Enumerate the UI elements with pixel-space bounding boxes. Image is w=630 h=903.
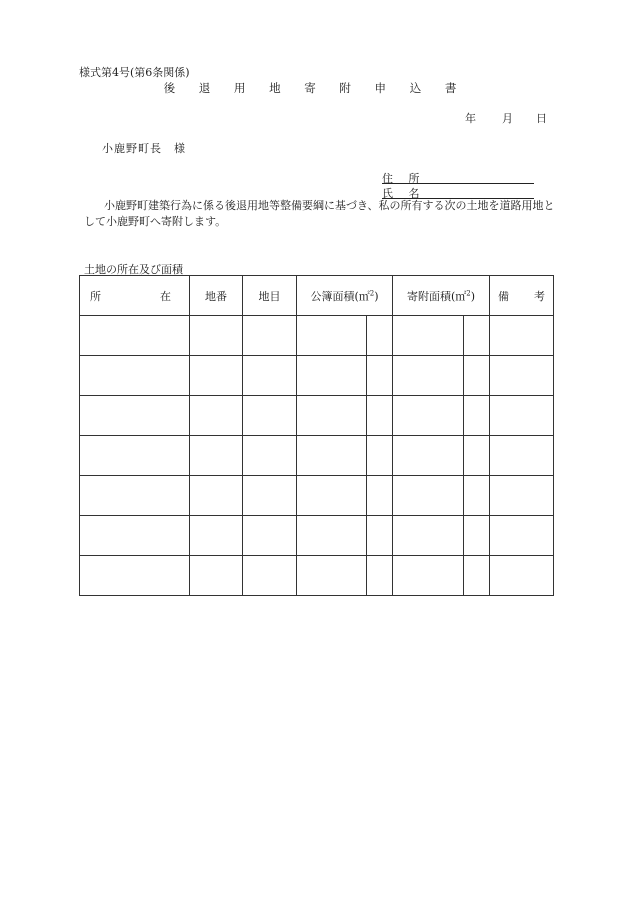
donated-area-cell[interactable] xyxy=(393,356,464,396)
registered-area-cell[interactable] xyxy=(297,396,367,436)
registered-area-decimal-cell[interactable] xyxy=(367,436,393,476)
donated-area-decimal-cell[interactable] xyxy=(464,396,490,436)
location-cell[interactable] xyxy=(80,356,190,396)
header-remarks: 備 考 xyxy=(490,276,554,316)
name-label: 氏 名 xyxy=(382,187,426,200)
document-title: 後 退 用 地 寄 附 申 込 書 xyxy=(163,81,467,95)
remarks-cell[interactable] xyxy=(490,436,554,476)
registered-area-cell[interactable] xyxy=(297,436,367,476)
lot-number-cell[interactable] xyxy=(190,396,243,436)
land-category-cell[interactable] xyxy=(243,516,297,556)
table-row xyxy=(80,356,554,396)
land-category-cell[interactable] xyxy=(243,316,297,356)
remarks-cell[interactable] xyxy=(490,476,554,516)
land-category-cell[interactable] xyxy=(243,396,297,436)
table-row xyxy=(80,316,554,356)
lot-number-cell[interactable] xyxy=(190,356,243,396)
table-row xyxy=(80,516,554,556)
table-row xyxy=(80,436,554,476)
registered-area-decimal-cell[interactable] xyxy=(367,476,393,516)
remarks-cell[interactable] xyxy=(490,356,554,396)
registered-area-cell[interactable] xyxy=(297,476,367,516)
table-header-row xyxy=(80,276,554,316)
header-donated-area: 寄附面積(㎡$^2$) xyxy=(393,276,490,316)
section-label: 土地の所在及び面積 xyxy=(84,263,183,276)
donated-area-cell[interactable] xyxy=(393,516,464,556)
land-category-cell[interactable] xyxy=(243,556,297,596)
table-row xyxy=(80,396,554,436)
header-registered-area: 公簿面積(㎡$^2$) xyxy=(297,276,393,316)
date-month-label: 月 xyxy=(502,112,513,125)
registered-area-decimal-cell[interactable] xyxy=(367,356,393,396)
header-land-category: 地目 xyxy=(243,276,297,316)
request-statement: 小鹿野町建築行為に係る後退用地等整備要綱に基づき、私の所有する次の土地を道路用地として小鹿野町へ寄附します。 xyxy=(84,199,555,228)
donated-area-cell[interactable] xyxy=(393,396,464,436)
date-day-label: 日 xyxy=(536,112,547,125)
donated-area-cell[interactable] xyxy=(393,556,464,596)
location-cell[interactable] xyxy=(80,316,190,356)
location-cell[interactable] xyxy=(80,556,190,596)
table-row xyxy=(80,556,554,596)
lot-number-cell[interactable] xyxy=(190,516,243,556)
location-cell[interactable] xyxy=(80,476,190,516)
location-cell[interactable] xyxy=(80,516,190,556)
lot-number-cell[interactable] xyxy=(190,436,243,476)
date-year-label: 年 xyxy=(465,112,476,125)
registered-area-decimal-cell[interactable] xyxy=(367,556,393,596)
header-lot-number: 地番 xyxy=(190,276,243,316)
header-location: 所 在 xyxy=(80,276,190,316)
registered-area-decimal-cell[interactable] xyxy=(367,516,393,556)
donated-area-decimal-cell[interactable] xyxy=(464,556,490,596)
lot-number-cell[interactable] xyxy=(190,316,243,356)
registered-area-cell[interactable] xyxy=(297,316,367,356)
registered-area-cell[interactable] xyxy=(297,516,367,556)
donated-area-decimal-cell[interactable] xyxy=(464,516,490,556)
address-line[interactable] xyxy=(382,183,534,184)
registered-area-decimal-cell[interactable] xyxy=(367,396,393,436)
remarks-cell[interactable] xyxy=(490,516,554,556)
registered-area-cell[interactable] xyxy=(297,556,367,596)
donated-area-decimal-cell[interactable] xyxy=(464,356,490,396)
land-category-cell[interactable] xyxy=(243,356,297,396)
remarks-cell[interactable] xyxy=(490,396,554,436)
donated-area-decimal-cell[interactable] xyxy=(464,436,490,476)
address-label: 住 所 xyxy=(382,172,426,185)
location-cell[interactable] xyxy=(80,436,190,476)
remarks-cell[interactable] xyxy=(490,556,554,596)
donated-area-cell[interactable] xyxy=(393,436,464,476)
addressee: 小鹿野町長 様 xyxy=(102,142,186,155)
land-table xyxy=(79,275,554,596)
donated-area-cell[interactable] xyxy=(393,316,464,356)
land-category-cell[interactable] xyxy=(243,476,297,516)
donated-area-cell[interactable] xyxy=(393,476,464,516)
lot-number-cell[interactable] xyxy=(190,476,243,516)
donated-area-decimal-cell[interactable] xyxy=(464,476,490,516)
table-row xyxy=(80,476,554,516)
location-cell[interactable] xyxy=(80,396,190,436)
lot-number-cell[interactable] xyxy=(190,556,243,596)
registered-area-cell[interactable] xyxy=(297,356,367,396)
land-category-cell[interactable] xyxy=(243,436,297,476)
remarks-cell[interactable] xyxy=(490,316,554,356)
registered-area-decimal-cell[interactable] xyxy=(367,316,393,356)
form-number: 様式第4号(第6条関係) xyxy=(79,66,190,79)
donated-area-decimal-cell[interactable] xyxy=(464,316,490,356)
